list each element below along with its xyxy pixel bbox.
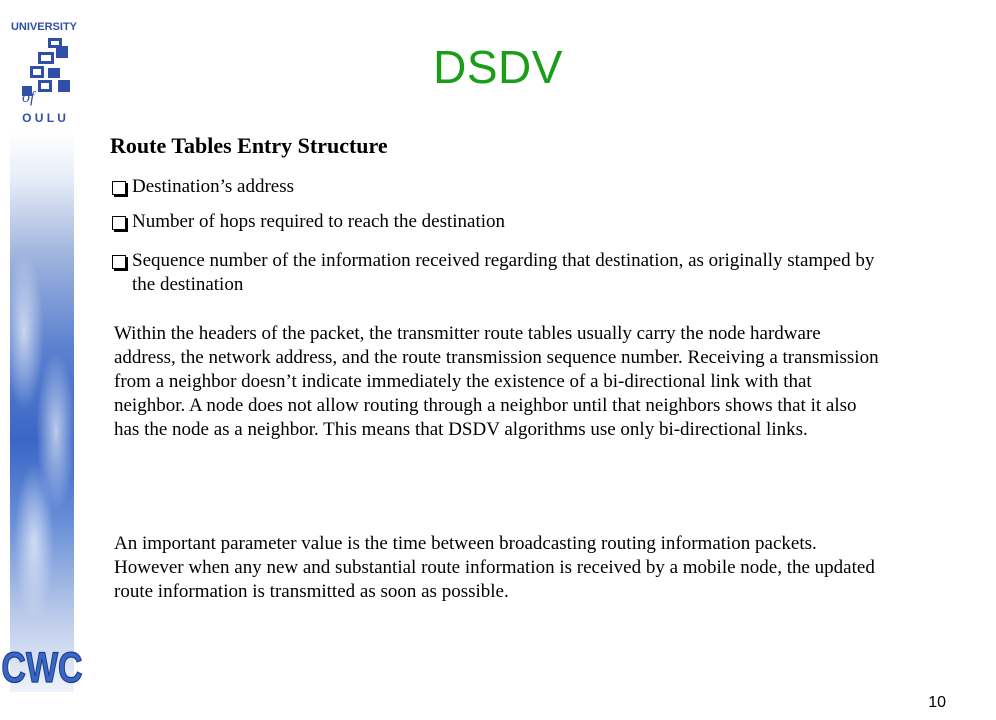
bullet-text: Sequence number of the information received regarding that destination, as originally stamped by the destination [132, 250, 875, 295]
cwc-logo-text: CWC [1, 644, 83, 692]
logo-of-text: of [22, 89, 35, 106]
bullet-item [110, 249, 890, 297]
bullet-item [110, 210, 890, 234]
slide-title: DSDV [433, 41, 563, 93]
section-heading: Route Tables Entry Structure [110, 133, 388, 158]
bullet-text: Number of hops required to reach the destination [132, 211, 506, 232]
checkbox-bullet-icon [112, 181, 126, 195]
page-number: 10 [928, 694, 946, 711]
checkbox-bullet-icon [112, 255, 126, 269]
cwc-logo [1, 632, 83, 692]
decorative-sidebar-strip [10, 132, 74, 692]
checkbox-bullet-icon [112, 216, 126, 230]
bullet-text: Destination’s address [132, 176, 295, 197]
bullet-item [110, 175, 890, 199]
logo-oulu-text: O U L U [22, 111, 66, 125]
body-paragraph: An important parameter value is the time between broadcasting routing information packets. However when any new and substantial route information is received by a mobile node, the updated route information is transmitted as soon as possible. [114, 533, 875, 602]
body-paragraph: Within the headers of the packet, the transmitter route tables usually carry the node hardware address, the network address, and the route transmission sequence number. Receiving a transmission from a neighbor doesn’t indicate immediately the existence of a bi-directional link with that neighbor. A node does not allow routing through a neighbor until that neighbors shows that it also has the node as a neighbor. This means that DSDV algorithms use only bi-directional links. [114, 323, 879, 440]
logo-university-text: UNIVERSITY [10, 21, 78, 33]
